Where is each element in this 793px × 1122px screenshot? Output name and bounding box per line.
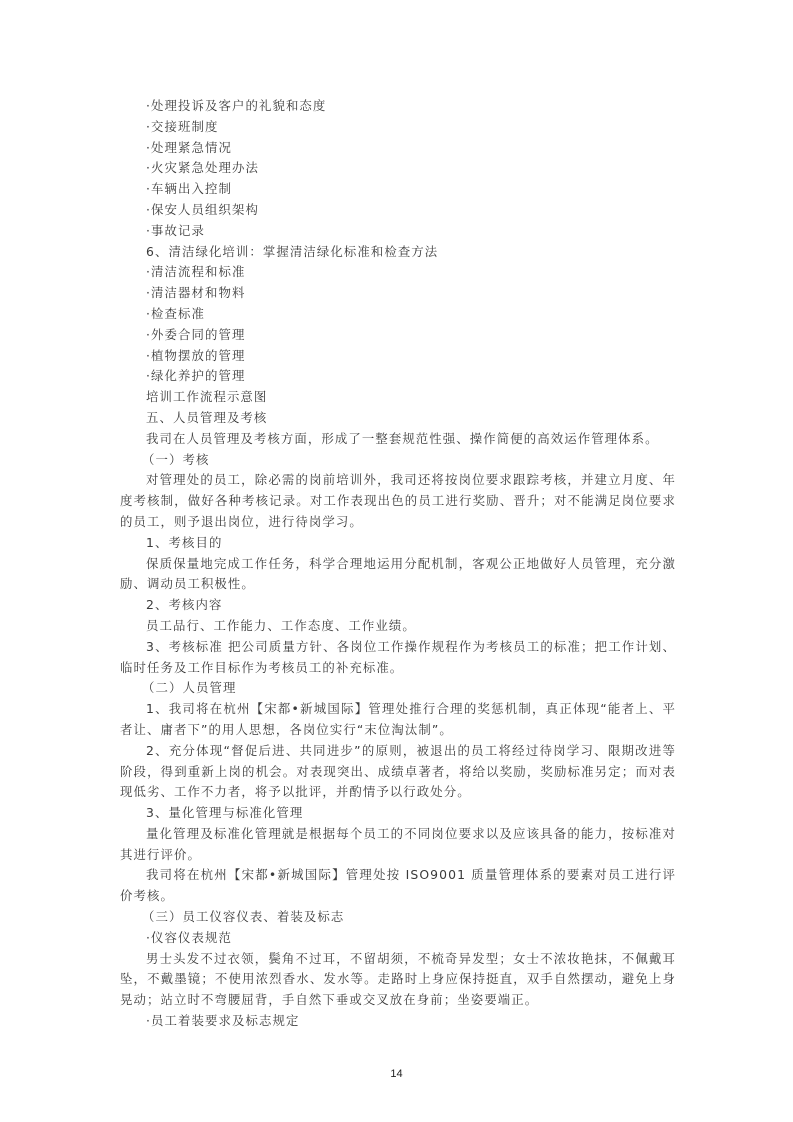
bullet-item: ·处理投诉及客户的礼貌和态度 bbox=[146, 98, 327, 113]
bullet-item: ·车辆出入控制 bbox=[146, 181, 232, 197]
paragraph: 员工品行、工作能力、工作态度、工作业绩。 bbox=[146, 617, 416, 633]
bullet-item: ·火灾紧急处理办法 bbox=[146, 160, 259, 176]
bullet-item: ·处理紧急情况 bbox=[146, 139, 232, 155]
bullet-item: ·事故记录 bbox=[146, 222, 206, 238]
document-page bbox=[120, 96, 676, 1032]
bullet-item: ·植物摆放的管理 bbox=[146, 347, 246, 363]
paragraph: 1、我司将在杭州【宋都•新城国际】管理处推行合理的奖惩机制，真正体现“能者上、平者让、庸者下”的用人思想，各岗位实行“末位淘汰制”。 bbox=[120, 701, 676, 737]
bullet-item: ·外委合同的管理 bbox=[146, 326, 246, 342]
section-heading: 3、量化管理与标准化管理 bbox=[146, 805, 304, 821]
page-number: 14 bbox=[390, 1068, 403, 1080]
section-heading: 6、清洁绿化培训：掌握清洁绿化标准和检查方法 bbox=[146, 243, 439, 259]
paragraph: 男士头发不过衣领，鬓角不过耳，不留胡须，不梳奇异发型；女士不浓妆艳抹，不佩戴耳坠，不戴墨镜；不使用浓烈香水、发水等。走路时上身应保持挺直，双手自然摆动，避免上身晃动；站立时不弯腰屈背，手自然下垂或交叉放在身前；坐姿要端正。 bbox=[120, 950, 676, 1008]
paragraph: 3、考核标准 把公司质量方针、各岗位工作操作规程作为考核员工的标准；把工作计划、临时任务及工作目标作为考核员工的补充标准。 bbox=[120, 638, 676, 675]
paragraph: 对管理处的员工，除必需的岗前培训外，我司还将按岗位要求跟踪考核，并建立月度、年度考核制，做好各种考核记录。对工作表现出色的员工进行奖励、晋升；对不能满足岗位要求的员工，则予退出岗位，进行待岗学习。 bbox=[120, 472, 676, 529]
chapter-heading: 五、人员管理及考核 bbox=[146, 409, 268, 425]
bullet-item: ·交接班制度 bbox=[146, 118, 219, 134]
paragraph: 保质保量地完成工作任务，科学合理地运用分配机制，客观公正地做好人员管理，充分激励、调动员工积极性。 bbox=[120, 555, 676, 592]
subsection-heading: （二）人员管理 bbox=[142, 680, 237, 696]
paragraph: 量化管理及标准化管理就是根据每个员工的不同岗位要求以及应该具备的能力，按标准对其进行评价。 bbox=[120, 825, 676, 862]
section-heading: 1、考核目的 bbox=[146, 534, 223, 550]
bullet-item: ·清洁器材和物料 bbox=[146, 285, 246, 301]
subsection-heading: （三）员工仪容仪表、着装及标志 bbox=[142, 909, 345, 925]
bullet-item: ·绿化养护的管理 bbox=[146, 368, 246, 384]
paragraph: 我司将在杭州【宋都•新城国际】管理处按 ISO9001 质量管理体系的要素对员工进行评价考核。 bbox=[120, 867, 676, 904]
bullet-item: ·检查标准 bbox=[146, 305, 206, 321]
subsection-heading: （一）考核 bbox=[142, 451, 210, 467]
bullet-item: ·仪容仪表规范 bbox=[146, 929, 232, 945]
bullet-item: ·清洁流程和标准 bbox=[146, 264, 246, 280]
section-heading: 2、考核内容 bbox=[146, 597, 223, 613]
bullet-item: ·保安人员组织架构 bbox=[146, 201, 259, 217]
paragraph: 2、充分体现“督促后进、共同进步”的原则，被退出的员工将经过待岗学习、限期改进等阶段，得到重新上岗的机会。对表现突出、成绩卓著者，将给以奖励，奖励标准另定；而对表现低劣、工作不力者，将予以批评，并酌情予以行政处分。 bbox=[120, 742, 676, 800]
paragraph: 我司在人员管理及考核方面，形成了一整套规范性强、操作简便的高效运作管理体系。 bbox=[146, 430, 659, 446]
bullet-item: ·员工着装要求及标志规定 bbox=[146, 1013, 300, 1029]
figure-caption: 培训工作流程示意图 bbox=[146, 389, 268, 405]
